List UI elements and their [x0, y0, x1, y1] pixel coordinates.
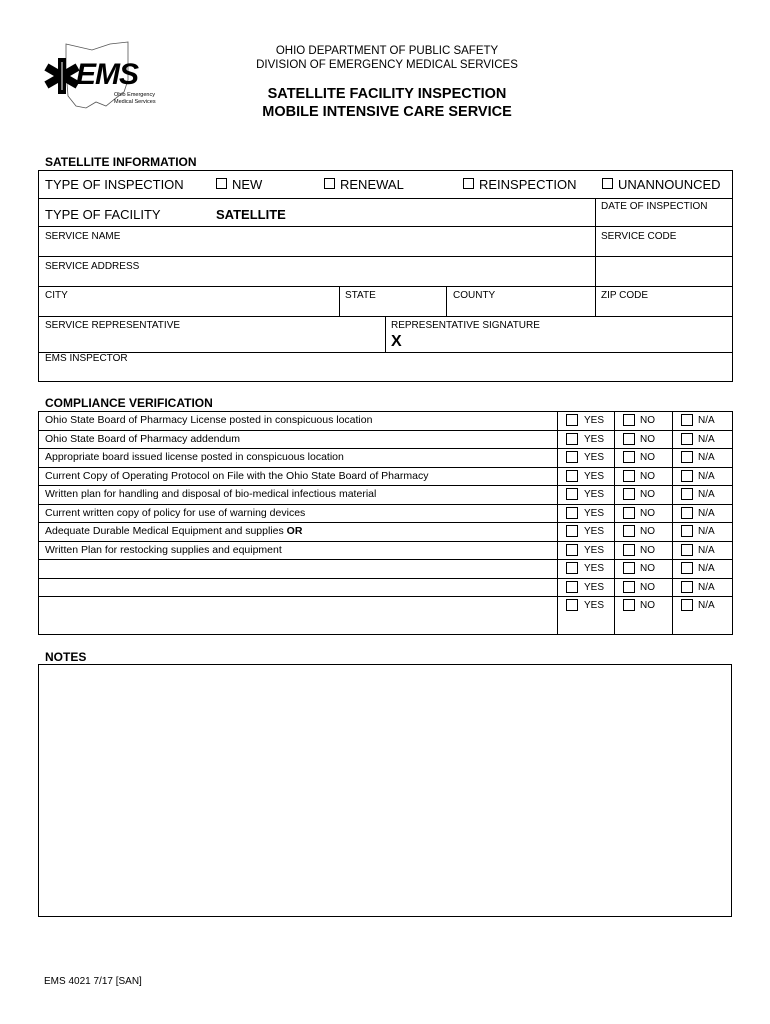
option-reinspection-label: REINSPECTION — [479, 177, 577, 192]
compliance-item-text — [45, 433, 240, 445]
option-renewal-label: RENEWAL — [340, 177, 404, 192]
checkbox-no[interactable] — [623, 414, 635, 426]
option-yes-label: YES — [584, 452, 605, 463]
option-na-label: N/A — [698, 545, 715, 556]
divider — [385, 316, 386, 352]
table-row-divider — [38, 467, 733, 468]
notes-section-title: NOTES — [45, 650, 87, 664]
checkbox-na[interactable] — [681, 507, 693, 519]
table-row-divider — [38, 596, 733, 597]
compliance-item-text — [45, 544, 282, 556]
service-code-field[interactable]: SERVICE CODE — [601, 231, 677, 242]
option-no-label: NO — [640, 563, 655, 574]
compliance-item-label: Written plan for handling and disposal of bio-medical infectious material — [45, 488, 377, 500]
option-yes-label: YES — [584, 600, 605, 611]
form-subtitle: MOBILE INTENSIVE CARE SERVICE — [262, 104, 512, 120]
checkbox-yes[interactable] — [566, 414, 578, 426]
checkbox-no[interactable] — [623, 525, 635, 537]
type-facility-value: SATELLITE — [216, 207, 286, 222]
county-field[interactable]: COUNTY — [453, 290, 496, 301]
service-address-field[interactable]: SERVICE ADDRESS — [45, 261, 140, 272]
option-yes-label: YES — [584, 526, 605, 537]
rep-signature-field[interactable]: REPRESENTATIVE SIGNATURE — [391, 320, 540, 331]
table-row-divider — [38, 448, 733, 449]
service-name-field[interactable]: SERVICE NAME — [45, 231, 121, 242]
checkbox-no[interactable] — [623, 470, 635, 482]
zip-code-field[interactable]: ZIP CODE — [601, 290, 649, 301]
option-yes-label: YES — [584, 582, 605, 593]
option-new-label: NEW — [232, 177, 263, 192]
option-yes-label: YES — [584, 434, 605, 445]
option-no-label: NO — [640, 489, 655, 500]
table-row-divider — [38, 578, 733, 579]
option-na-label: N/A — [698, 526, 715, 537]
compliance-item-label: Ohio State Board of Pharmacy addendum — [45, 433, 240, 445]
checkbox-na[interactable] — [681, 414, 693, 426]
compliance-item-label: Written Plan for restocking supplies and equipment — [45, 544, 282, 556]
checkbox-na[interactable] — [681, 451, 693, 463]
divider — [38, 226, 595, 227]
compliance-item-text — [45, 451, 344, 463]
signature-x-mark: X — [391, 333, 402, 350]
option-yes-label: YES — [584, 489, 605, 500]
checkbox-yes[interactable] — [566, 525, 578, 537]
checkbox-na[interactable] — [681, 470, 693, 482]
satellite-section-title: SATELLITE INFORMATION — [45, 155, 197, 169]
option-na-label: N/A — [698, 563, 715, 574]
checkbox-na[interactable] — [681, 599, 693, 611]
checkbox-no[interactable] — [623, 599, 635, 611]
dept-name: OHIO DEPARTMENT OF PUBLIC SAFETY — [275, 45, 499, 57]
checkbox-yes[interactable] — [566, 433, 578, 445]
logo-subtext-2: Medical Services — [114, 99, 156, 105]
table-row-divider — [38, 430, 733, 431]
compliance-item-emphasis: OR — [286, 525, 303, 537]
checkbox-new[interactable] — [216, 178, 227, 189]
checkbox-no[interactable] — [623, 562, 635, 574]
checkbox-no[interactable] — [623, 488, 635, 500]
option-na-label: N/A — [698, 471, 715, 482]
divider — [595, 198, 596, 286]
compliance-item-text — [45, 488, 376, 500]
divider — [38, 198, 733, 199]
divider — [595, 226, 733, 227]
option-yes-label: YES — [584, 508, 605, 519]
option-no-label: NO — [640, 434, 655, 445]
table-row-divider — [38, 541, 733, 542]
state-field[interactable]: STATE — [345, 290, 376, 301]
checkbox-yes[interactable] — [566, 507, 578, 519]
option-yes-label: YES — [584, 471, 605, 482]
option-no-label: NO — [640, 600, 655, 611]
notes-textarea[interactable] — [38, 664, 732, 917]
checkbox-na[interactable] — [681, 488, 693, 500]
checkbox-yes[interactable] — [566, 451, 578, 463]
form-id: EMS 4021 7/17 [SAN] — [44, 976, 142, 987]
checkbox-reinspection[interactable] — [463, 178, 474, 189]
divider — [38, 352, 733, 353]
divider — [614, 411, 615, 635]
checkbox-renewal[interactable] — [324, 178, 335, 189]
checkbox-na[interactable] — [681, 544, 693, 556]
option-yes-label: YES — [584, 415, 605, 426]
checkbox-no[interactable] — [623, 544, 635, 556]
option-no-label: NO — [640, 471, 655, 482]
checkbox-na[interactable] — [681, 562, 693, 574]
option-no-label: NO — [640, 545, 655, 556]
city-field[interactable]: CITY — [45, 290, 68, 301]
option-na-label: N/A — [698, 508, 715, 519]
checkbox-no[interactable] — [623, 433, 635, 445]
option-na-label: N/A — [698, 600, 715, 611]
option-na-label: N/A — [698, 489, 715, 500]
checkbox-yes[interactable] — [566, 599, 578, 611]
logo-text: EMS — [76, 58, 139, 91]
option-na-label: N/A — [698, 415, 715, 426]
division-name: DIVISION OF EMERGENCY MEDICAL SERVICES — [256, 59, 518, 71]
divider — [339, 286, 340, 316]
compliance-item-label: Adequate Durable Medical Equipment and supplies — [45, 525, 287, 537]
compliance-item-text — [45, 414, 372, 426]
option-no-label: NO — [640, 452, 655, 463]
option-na-label: N/A — [698, 582, 715, 593]
form-title: SATELLITE FACILITY INSPECTION — [267, 86, 507, 102]
checkbox-no[interactable] — [623, 451, 635, 463]
checkbox-yes[interactable] — [566, 562, 578, 574]
checkbox-na[interactable] — [681, 525, 693, 537]
checkbox-no[interactable] — [623, 581, 635, 593]
ems-inspector-field[interactable]: EMS INSPECTOR — [45, 353, 128, 364]
type-facility-label: TYPE OF FACILITY — [45, 207, 161, 222]
type-inspection-label: TYPE OF INSPECTION — [45, 177, 184, 192]
checkbox-na[interactable] — [681, 581, 693, 593]
option-na-label: N/A — [698, 434, 715, 445]
option-no-label: NO — [640, 526, 655, 537]
option-na-label: N/A — [698, 452, 715, 463]
checkbox-unannounced[interactable] — [602, 178, 613, 189]
logo-subtext-1: Ohio Emergency — [114, 92, 155, 98]
divider — [672, 411, 673, 635]
compliance-item-label: Current written copy of policy for use of warning devices — [45, 507, 306, 519]
compliance-item-text — [45, 507, 305, 519]
service-rep-field[interactable]: SERVICE REPRESENTATIVE — [45, 320, 181, 331]
option-no-label: NO — [640, 415, 655, 426]
option-yes-label: YES — [584, 563, 605, 574]
checkbox-yes[interactable] — [566, 544, 578, 556]
option-yes-label: YES — [584, 545, 605, 556]
option-no-label: NO — [640, 582, 655, 593]
divider — [595, 286, 596, 316]
date-inspection-field[interactable]: DATE OF INSPECTION — [601, 201, 708, 212]
checkbox-yes[interactable] — [566, 488, 578, 500]
checkbox-yes[interactable] — [566, 470, 578, 482]
divider — [38, 286, 733, 287]
table-row-divider — [38, 485, 733, 486]
compliance-section-title: COMPLIANCE VERIFICATION — [45, 396, 213, 410]
compliance-item-label: Current Copy of Operating Protocol on File with the Ohio State Board of Pharmacy — [45, 470, 429, 482]
compliance-item-text — [45, 525, 302, 537]
option-no-label: NO — [640, 508, 655, 519]
compliance-item-text — [45, 470, 428, 482]
divider — [38, 256, 733, 257]
divider — [557, 411, 558, 635]
table-row-divider — [38, 559, 733, 560]
table-row-divider — [38, 522, 733, 523]
checkbox-na[interactable] — [681, 433, 693, 445]
option-unannounced-label: UNANNOUNCED — [618, 177, 721, 192]
checkbox-no[interactable] — [623, 507, 635, 519]
compliance-item-label: Ohio State Board of Pharmacy License posted in conspicuous location — [45, 414, 373, 426]
compliance-item-label: Appropriate board issued license posted in conspicuous location — [45, 451, 344, 463]
divider — [446, 286, 447, 316]
table-row-divider — [38, 504, 733, 505]
checkbox-yes[interactable] — [566, 581, 578, 593]
